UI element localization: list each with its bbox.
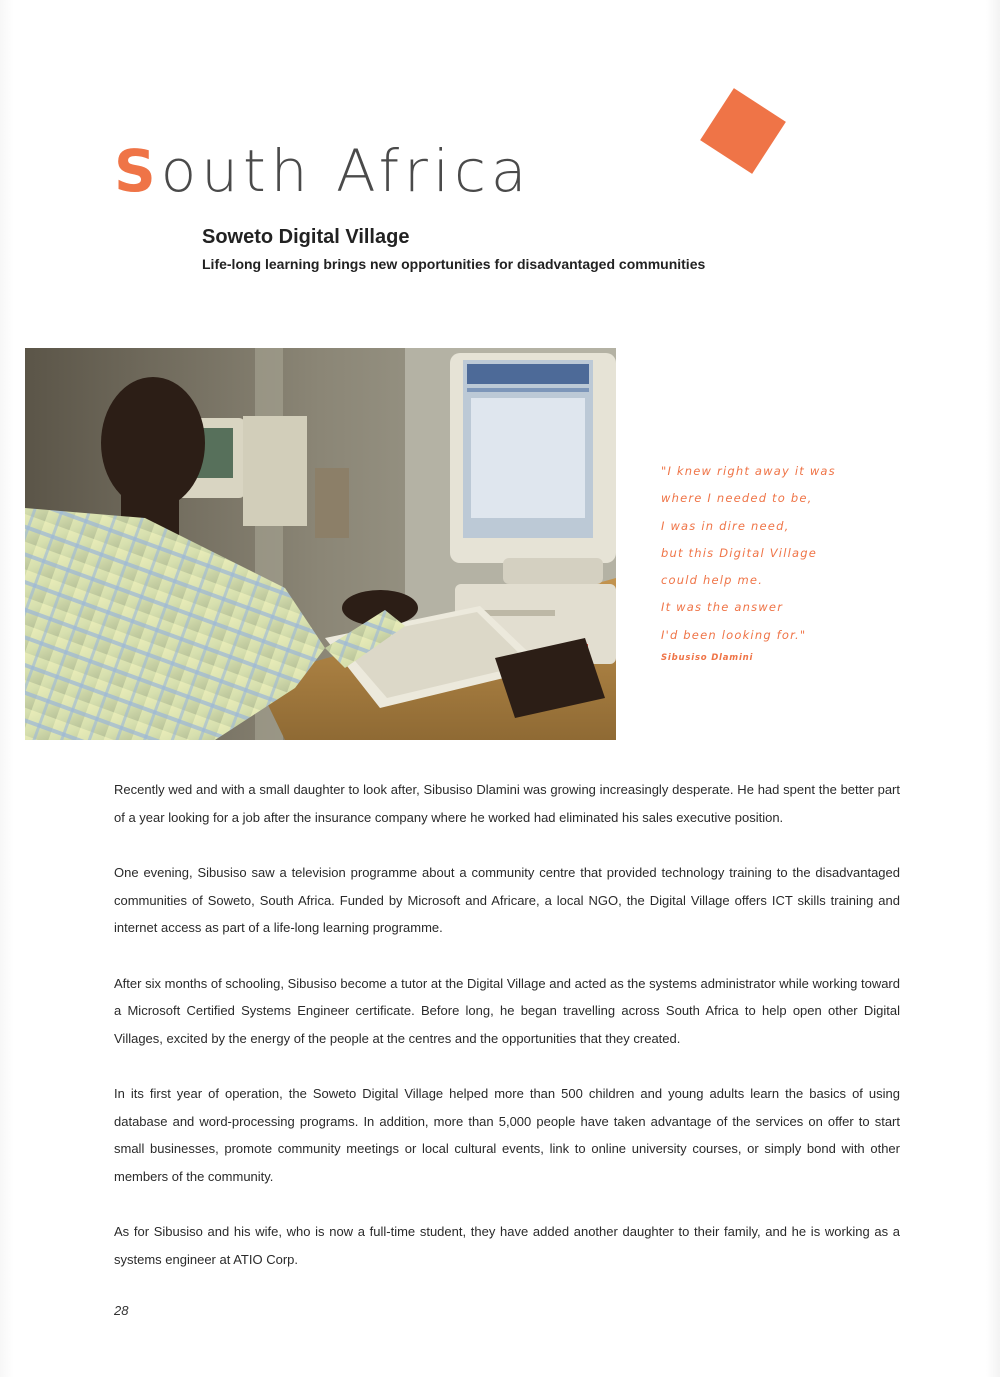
quote-line: It was the answer (661, 600, 784, 615)
article-tagline: Life-long learning brings new opportunities for disadvantaged communities (202, 256, 706, 272)
quote-line: could help me. (661, 573, 764, 588)
quote-line: but this Digital Village (661, 545, 818, 560)
body-paragraph: Recently wed and with a small daughter to look after, Sibusiso Dlamini was growing increasingly desperate. He had spent the better part of a year looking for a job after the insurance company where he worked had eliminated his sales executive position. (114, 782, 900, 825)
photo-man-at-computer (25, 348, 616, 740)
body-paragraph: In its first year of operation, the Soweto Digital Village helped more than 500 children and young adults learn the basics of using database and word-processing programs. In addition, more than 5,000 people have taken advantage of the services on offer to start small businesses, promote community meetings or local cultural events, link to online university courses, or simply bond with other members of the community. (114, 1086, 900, 1184)
quote-line: where I needed to be, (661, 491, 813, 506)
pull-quote (661, 462, 921, 663)
page-number: 28 (114, 1303, 129, 1318)
body-paragraph: As for Sibusiso and his wife, who is now a full-time student, they have added another daughter to their family, and he is working as a systems engineer at ATIO Corp. (114, 1224, 900, 1267)
quote-author: Sibusiso Dlamini (661, 653, 754, 664)
article-body (114, 776, 900, 1301)
body-paragraph: One evening, Sibusiso saw a television programme about a community centre that provided technology training to the disadvantaged communities of Soweto, South Africa. Funded by Microsoft and Africare, a local NGO, the Digital Village offers ICT skills training and internet access as part of a life-long learning programme. (114, 865, 900, 935)
title-rest: outh Africa (160, 137, 532, 205)
quote-line: "I knew right away it was (661, 464, 836, 478)
quote-line: I'd been looking for." (661, 627, 807, 642)
body-paragraph: After six months of schooling, Sibusiso become a tutor at the Digital Village and acted as the systems administrator while working toward a Microsoft Certified Systems Engineer certificate. Before long, he began travelling across South Africa to help open other Digital Villages, excited by the energy of the people at the centres and the opportunities that they created. (114, 975, 900, 1046)
title-initial: S (114, 137, 161, 205)
orange-diamond-decoration (700, 88, 786, 174)
article-subtitle: Soweto Digital Village (202, 226, 410, 248)
page-title (114, 137, 532, 205)
quote-line: I was in dire need, (661, 518, 790, 533)
